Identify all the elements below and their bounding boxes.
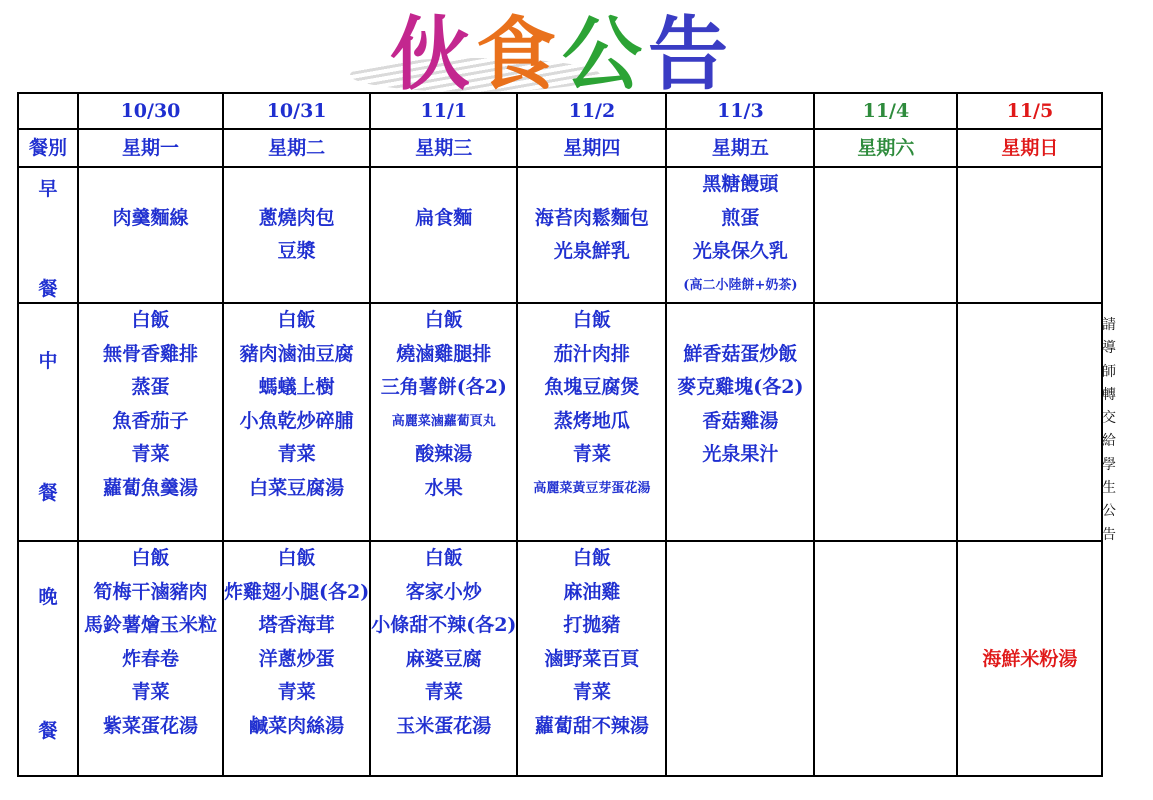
meal-label-top: 中 — [38, 350, 58, 372]
side-note-char: 交 — [1102, 410, 1116, 427]
date-header: 10/30 — [78, 93, 223, 129]
side-note-char: 請 — [1102, 317, 1116, 333]
menu-item: 青菜 — [277, 681, 316, 703]
side-note-char: 告 — [1102, 526, 1116, 543]
menu-item: 玉米蛋花湯 — [396, 714, 492, 737]
menu-item: 鹹菜肉絲湯 — [249, 714, 345, 737]
menu-item: 黑糖饅頭 — [702, 173, 779, 195]
menu-item — [958, 576, 1101, 610]
date-header: 11/1 — [370, 93, 517, 129]
menu-cell — [78, 167, 223, 303]
menu-item: 光泉鮮乳 — [553, 240, 630, 262]
menu-cell — [223, 167, 370, 303]
meal-label — [18, 167, 78, 303]
menu-item: 高麗菜滷蘿蔔頁丸 — [391, 413, 496, 429]
menu-cell — [666, 303, 814, 541]
menu-item — [79, 168, 222, 202]
menu-item: 燒滷雞腿排 — [396, 342, 492, 365]
menu-item: 青菜 — [131, 681, 170, 703]
menu-item: 白飯 — [572, 547, 611, 569]
menu-item: 小魚乾炒碎脯 — [239, 409, 354, 432]
menu-cell — [666, 541, 814, 776]
menu-item — [958, 542, 1101, 576]
menu-item: 青菜 — [277, 443, 316, 465]
menu-item: 麻油雞 — [563, 580, 621, 603]
menu-item: 青菜 — [424, 681, 463, 703]
meal-label — [18, 541, 78, 776]
meal-label-bottom: 餐 — [38, 482, 58, 504]
menu-item: 白飯 — [131, 547, 170, 569]
menu-item: 無骨香雞排 — [102, 342, 198, 365]
menu-cell — [370, 541, 517, 776]
menu-item: 鮮香菇蛋炒飯 — [683, 342, 798, 365]
menu-cell — [517, 541, 666, 776]
menu-cell — [78, 303, 223, 541]
menu-item: 麥克雞塊(各2) — [677, 376, 804, 398]
menu-item: 紫菜蛋花湯 — [102, 714, 198, 737]
meal-row — [18, 541, 1102, 776]
menu-item — [667, 304, 813, 338]
menu-item: 肉羹麵線 — [112, 206, 189, 229]
weekday-header: 星期四 — [517, 129, 666, 167]
menu-item: 光泉果汁 — [702, 443, 779, 465]
menu-item: 魚塊豆腐煲 — [544, 376, 640, 398]
meal-row — [18, 303, 1102, 541]
menu-item — [224, 168, 369, 202]
menu-cell — [370, 167, 517, 303]
menu-item: 蔥燒肉包 — [258, 206, 335, 229]
menu-item: 煎蛋 — [721, 206, 760, 229]
meal-label-top: 早 — [38, 178, 58, 200]
menu-item: 海苔肉鬆麵包 — [534, 206, 649, 229]
weekday-header: 星期日 — [957, 129, 1102, 167]
side-note-char: 師 — [1102, 363, 1116, 380]
menu-item: 高麗菜黃豆芽蛋花湯 — [533, 480, 651, 496]
weekday-header: 星期三 — [370, 129, 517, 167]
side-note — [1099, 314, 1119, 547]
menu-item: 馬鈴薯燴玉米粒 — [83, 614, 217, 636]
meal-row — [18, 167, 1102, 303]
menu-table — [17, 92, 1103, 777]
date-header: 11/4 — [814, 93, 957, 129]
menu-item: 青菜 — [131, 443, 170, 465]
menu-item: 魚香茄子 — [112, 409, 189, 432]
date-header: 11/5 — [957, 93, 1102, 129]
side-note-char: 公 — [1102, 503, 1116, 520]
menu-cell — [814, 167, 957, 303]
menu-item: 洋蔥炒蛋 — [258, 647, 335, 670]
title-char: 公 — [562, 8, 648, 101]
menu-cell — [814, 303, 957, 541]
weekday-row — [18, 129, 1102, 167]
menu-item: 蒸蛋 — [131, 376, 170, 398]
menu-cell — [223, 303, 370, 541]
menu-item: 筍梅干滷豬肉 — [93, 580, 208, 603]
menu-item: 香菇雞湯 — [702, 409, 779, 432]
menu-item — [518, 168, 665, 202]
menu-cell — [223, 541, 370, 776]
menu-item: 炸春卷 — [121, 647, 179, 670]
menu-item: 蘿蔔魚羹湯 — [102, 476, 198, 499]
menu-cell — [957, 167, 1102, 303]
menu-item: 白飯 — [131, 309, 170, 331]
menu-item: 白飯 — [277, 309, 316, 331]
weekday-header: 星期五 — [666, 129, 814, 167]
title-char: 伙 — [390, 8, 476, 101]
menu-item: (高二小陸餅+奶茶) — [683, 277, 798, 293]
menu-item: 蘿蔔甜不辣湯 — [534, 714, 649, 737]
menu-item: 三角薯餅(各2) — [380, 376, 507, 398]
menu-item: 光泉保久乳 — [692, 240, 788, 262]
menu-item: 白飯 — [424, 547, 463, 569]
side-note-char: 生 — [1102, 480, 1116, 497]
meal-label — [18, 303, 78, 541]
menu-item: 青菜 — [572, 443, 611, 465]
menu-cell — [957, 303, 1102, 541]
menu-item: 蒸烤地瓜 — [553, 409, 630, 432]
side-note-char: 給 — [1102, 433, 1116, 450]
side-note-char: 轉 — [1102, 386, 1116, 403]
menu-item: 海鮮米粉湯 — [982, 647, 1078, 670]
menu-item: 豬肉滷油豆腐 — [239, 342, 354, 365]
date-header: 11/3 — [666, 93, 814, 129]
menu-item — [958, 609, 1101, 643]
menu-item: 扁食麵 — [415, 206, 473, 229]
title-char: 告 — [648, 8, 734, 101]
menu-item: 白飯 — [277, 547, 316, 569]
side-note-char: 學 — [1102, 456, 1116, 473]
menu-item: 水果 — [424, 476, 463, 499]
weekday-header: 星期六 — [814, 129, 957, 167]
menu-cell — [814, 541, 957, 776]
side-note-char: 導 — [1102, 340, 1116, 357]
meal-label-top: 晚 — [38, 586, 58, 608]
menu-item: 打拋豬 — [563, 614, 621, 636]
meal-col-header: 餐別 — [18, 129, 78, 167]
weekday-header: 星期一 — [78, 129, 223, 167]
meal-label-bottom: 餐 — [38, 720, 58, 742]
menu-item: 茄汁肉排 — [553, 342, 630, 365]
menu-item: 滷野菜百頁 — [544, 647, 640, 670]
menu-cell — [666, 167, 814, 303]
menu-item: 白菜豆腐湯 — [249, 476, 345, 499]
menu-cell — [957, 541, 1102, 776]
menu-item: 白飯 — [572, 309, 611, 331]
date-row — [18, 93, 1102, 129]
date-header: 11/2 — [517, 93, 666, 129]
menu-item: 麻婆豆腐 — [405, 647, 482, 670]
corner-cell — [18, 93, 78, 129]
title-char: 食 — [476, 8, 562, 101]
menu-item: 酸辣湯 — [415, 443, 473, 465]
meal-label-bottom: 餐 — [38, 278, 58, 300]
menu-item: 豆漿 — [277, 240, 316, 262]
menu-item: 螞蟻上樹 — [258, 376, 335, 398]
menu-cell — [78, 541, 223, 776]
menu-item: 炸雞翅小腿(各2) — [224, 580, 370, 603]
menu-item: 客家小炒 — [405, 580, 482, 603]
menu-item: 小條甜不辣(各2) — [371, 614, 517, 636]
menu-item: 青菜 — [572, 681, 611, 703]
date-header: 10/31 — [223, 93, 370, 129]
menu-cell — [370, 303, 517, 541]
menu-item: 塔香海茸 — [258, 614, 335, 636]
menu-cell — [517, 167, 666, 303]
menu-item — [371, 168, 516, 202]
menu-item: 白飯 — [424, 309, 463, 331]
menu-cell — [517, 303, 666, 541]
weekday-header: 星期二 — [223, 129, 370, 167]
